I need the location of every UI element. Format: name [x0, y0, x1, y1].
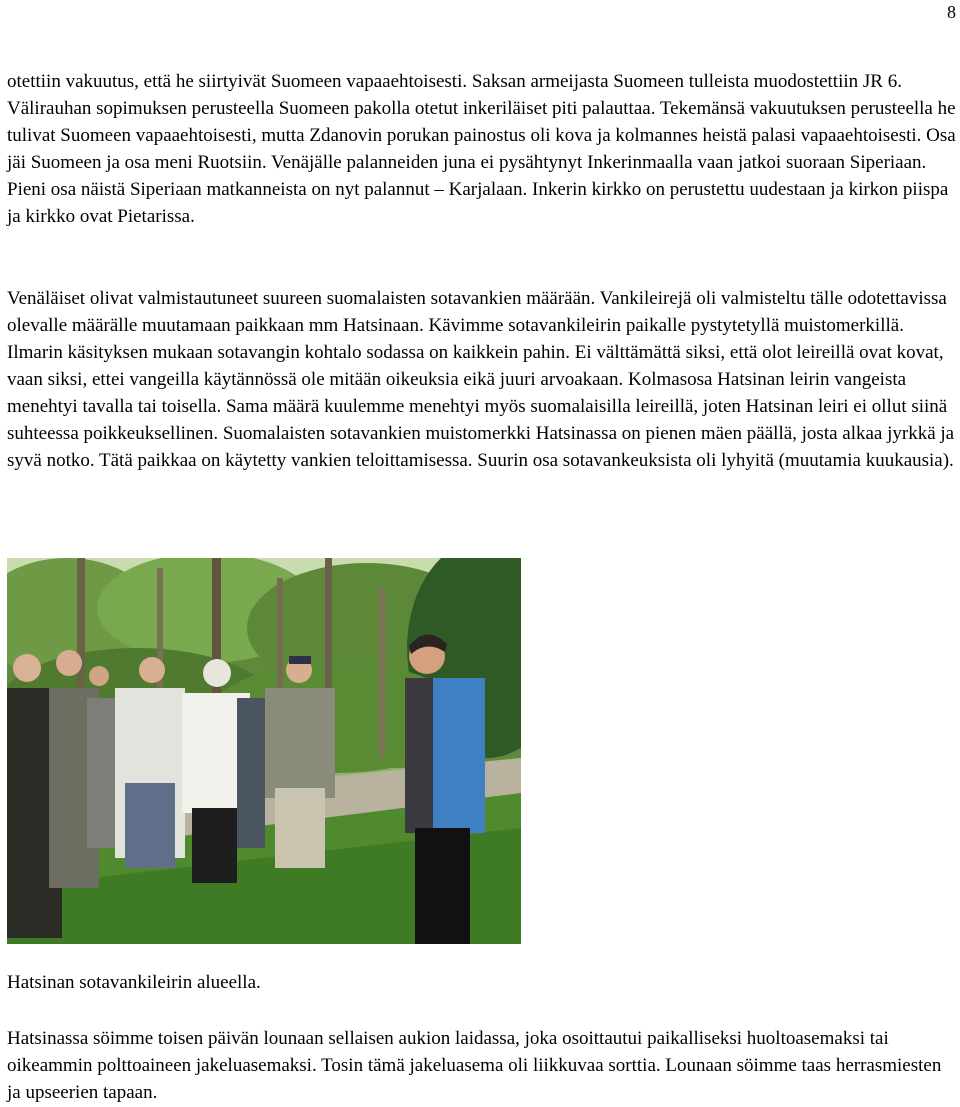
- figure-caption: Hatsinan sotavankileirin alueella.: [7, 972, 261, 993]
- page-number: 8: [947, 2, 956, 22]
- paragraph-1: otettiin vakuutus, että he siirtyivät Suomeen vapaaehtoisesti. Saksan armeijasta Suomeen tulleista muodostettiin JR 6. Välirauhan sopimuksen perusteella Suomeen pakolla otetut inkeriläiset piti palauttaa. Tekemänsä vakuutuksen perusteella he tulivat Suomeen vapaaehtoisesti, mutta Zdanovin porukan painostus oli kova ja kolmannes heistä palasi vapaaehtoisesti. Osa jäi Suomeen ja osa meni Ruotsiin. Venäjälle palanneiden juna ei pysähtynyt Inkerinmaalla vaan jatkoi suoraan Siperiaan. Pieni osa näistä Siperiaan matkanneista on nyt palannut – Karjalaan. Inkerin kirkko on perustettu uudestaan ja kirkon piispa ja kirkko ovat Pietarissa.: [7, 71, 956, 227]
- paragraph-2: Venäläiset olivat valmistautuneet suureen suomalaisten sotavankien määrään. Vankileirejä oli valmisteltu tälle odotettavissa olevalle määrälle muutamaan paikkaan mm Hatsinaan. Kävimme sotavankileirin paikalle pystytetyllä muistomerkillä. Ilmarin käsityksen mukaan sotavangin kohtalo sodassa on kaikkein pahin. Ei välttämättä siksi, että olot leireillä ovat kovat, vaan siksi, ettei vangeilla käytännössä ole mitään oikeuksia eikä juuri arvoakaan. Kolmasosa Hatsinan leirin vangeista menehtyi tavalla tai toisella. Sama määrä kuulemme menehtyi myös suomalaisilla leireillä, joten Hatsinan leiri ei ollut siinä suhteessa poikkeuksellinen. Suomalaisten sotavankien muistomerkki Hatsinassa on pienen mäen päällä, josta alkaa jyrkkä ja syvä notko. Tätä paikkaa on käytetty vankien teloittamisessa. Suurin osa sotavankeuksista oli lyhyitä (muutamia kuukausia).: [7, 288, 955, 471]
- paragraph-3: Hatsinassa söimme toisen päivän lounaan sellaisen aukion laidassa, joka osoittautui paikalliseksi huoltoasemaksi tai oikeammin polttoaineen jakeluasemaksi. Tosin tämä jakeluasema oli liikkuvaa sorttia. Lounaan söimme taas herrasmiesten ja upseerien tapaan.: [7, 1028, 942, 1103]
- group-photo: [7, 558, 521, 944]
